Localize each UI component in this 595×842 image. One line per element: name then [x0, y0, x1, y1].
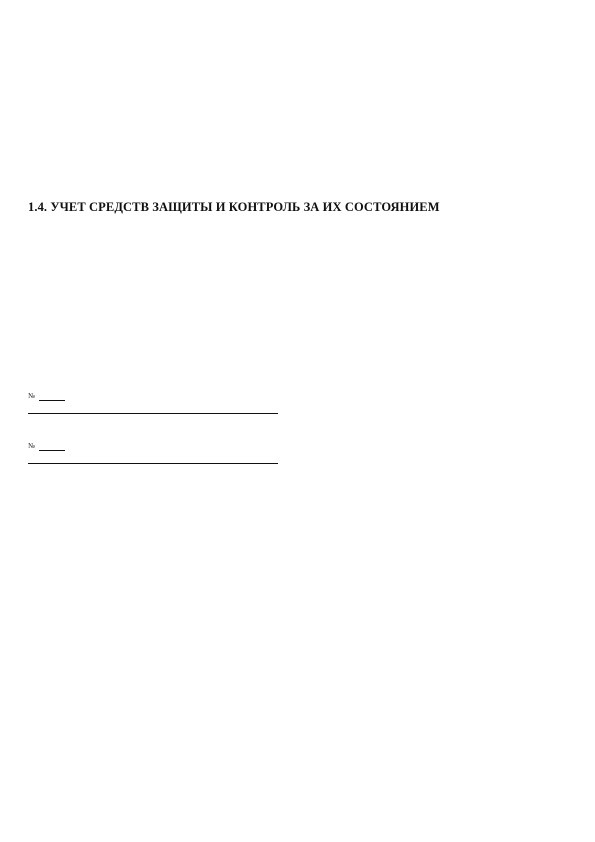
paragraph-stamp-2-intro: [28, 422, 569, 433]
stamp-number-line: [39, 392, 65, 401]
stamp-2-signature-line: [28, 453, 278, 464]
paragraph-storage-reserve: [28, 51, 569, 62]
paragraph-storage-note: [28, 33, 569, 44]
paragraph-1-3-6: [28, 107, 569, 118]
paragraph-1-3-5: [28, 88, 569, 99]
paragraph-1-4-5: [28, 373, 569, 384]
paragraph-1-3-8: [28, 163, 569, 174]
paragraph-gloves: [28, 490, 569, 501]
paragraph-1-3-3: [28, 14, 569, 25]
stamp-template-2: [28, 441, 569, 464]
paragraph-1-4-4: [28, 354, 569, 365]
paragraph-1-4-2: [28, 298, 569, 309]
paragraph-individual-protection: [28, 144, 569, 155]
paragraph-inventory-number: [28, 261, 569, 272]
paragraph-1-3-4: [28, 70, 569, 81]
stamp-2-number-line: [39, 442, 65, 451]
stamp-template-1: [28, 391, 569, 414]
stamp-2-number-label: №: [28, 441, 35, 450]
paragraph-numbering: [28, 243, 569, 254]
paragraph-parts: [28, 280, 569, 291]
paragraph-1-4-3: [28, 336, 569, 347]
stamp-number-label: №: [28, 392, 35, 401]
paragraph-1-3-9: [28, 181, 569, 192]
paragraph-1-4-1: [28, 224, 569, 235]
section-heading-1-4: 1.4. УЧЕТ СРЕДСТВ ЗАЩИТЫ И КОНТРОЛЬ ЗА ИХ СОСТОЯНИЕМ: [28, 199, 440, 214]
stamp-signature-line: [28, 403, 278, 414]
paragraph-stamp-requirements: [28, 472, 569, 483]
paragraph-1-3-7: [28, 126, 569, 137]
paragraph-issued: [28, 317, 569, 328]
